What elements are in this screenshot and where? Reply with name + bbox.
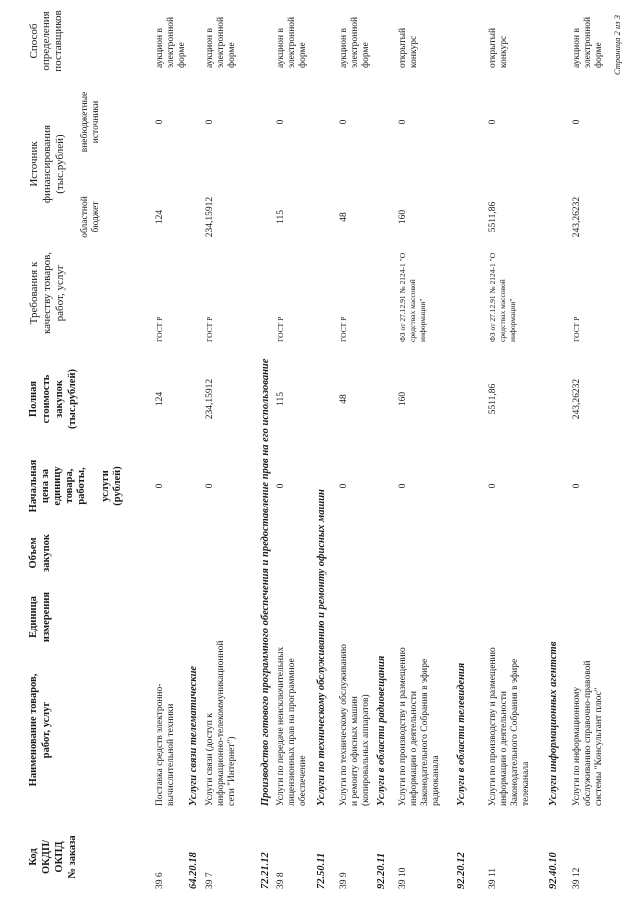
section-title: Услуги в области телевидения <box>456 662 467 806</box>
row-method-line: аукцион в <box>572 28 582 68</box>
row-method-line: аукцион в <box>276 28 286 68</box>
row-name-line: информации о деятельности <box>499 691 509 806</box>
row-name <box>276 647 309 806</box>
header-code-line: ОКПД <box>54 841 65 873</box>
header-source-regional-line: бюджет <box>91 201 101 233</box>
row-method <box>488 28 510 68</box>
header-full-cost-line: закупок <box>54 380 65 418</box>
row-name <box>339 644 372 806</box>
row-code: 39 8 <box>276 872 286 889</box>
row-full-cost: 124 <box>155 391 165 407</box>
header-code-line: Код <box>28 848 39 866</box>
row-name-line: Поставка средств электронно- <box>155 683 165 806</box>
row-name-line: информационно-телекоммуникационной <box>216 640 226 806</box>
row-extra: 0 <box>155 119 165 125</box>
row-name <box>398 647 442 806</box>
header-full-cost-line: стоимость <box>41 374 52 424</box>
row-method <box>398 28 420 68</box>
row-name-line: Услуги по производству и размещению <box>398 647 408 806</box>
header-start-price-line: товара, <box>64 468 75 504</box>
row-start-price: 0 <box>276 483 286 489</box>
header-start-price-line <box>88 460 100 513</box>
header-start-price-line: (рублей) <box>112 466 123 506</box>
header-full-cost-line: (тыс.рублей) <box>67 368 78 430</box>
row-requirements-line: ГОСТ Р <box>339 316 348 342</box>
header-full-cost <box>28 369 80 429</box>
header-method <box>28 10 64 71</box>
row-start-price: 0 <box>205 483 215 489</box>
row-name-line: Услуги по информационному <box>572 686 582 806</box>
header-unit-line: измерения <box>41 591 52 643</box>
row-extra: 0 <box>488 119 498 125</box>
row-name <box>572 661 605 806</box>
header-source-regional-line: областной <box>80 196 90 238</box>
row-regional: 234,15912 <box>205 196 215 238</box>
row-name-line: обслуживанию справочно-правовой <box>583 660 593 806</box>
header-method-line: определения <box>40 11 52 71</box>
row-name-line: Услуги по передаче неисключительных <box>276 646 286 806</box>
row-code: 39 10 <box>398 867 408 889</box>
row-name-line: лицензионных прав на программное <box>287 658 297 806</box>
row-requirements-line: ГОСТ Р <box>276 316 285 342</box>
header-requirements-line: работ, услуг <box>54 264 66 322</box>
row-regional: 48 <box>339 212 349 222</box>
header-method-line: Способ <box>28 23 40 59</box>
row-name-line: Законодательного Собрания в эфире <box>420 658 430 806</box>
header-requirements-line: качеству товаров, <box>41 251 53 335</box>
row-code: 39 6 <box>155 872 165 889</box>
section-code: 92.40.10 <box>548 852 559 889</box>
row-requirements <box>155 317 165 342</box>
header-source-line: финансирования <box>41 124 53 204</box>
header-code-line: № заказа <box>67 835 78 879</box>
row-requirements <box>488 253 518 342</box>
row-name-line: Услуги по производству и размещению <box>488 647 498 806</box>
row-requirements-line: ФЗ от 27.12.91 № 2124-1 "О <box>398 252 407 342</box>
row-regional: 160 <box>398 209 408 225</box>
row-requirements-line: информации" <box>418 298 427 342</box>
header-start-price <box>28 460 124 513</box>
row-method-line: электронной <box>166 16 176 68</box>
section-title: Услуги информационных агентств <box>548 641 559 806</box>
row-name-line: сети "Интернет") <box>227 736 237 806</box>
row-name-line: телеканала <box>521 761 531 806</box>
row-regional: 124 <box>155 209 165 225</box>
header-name <box>28 674 54 787</box>
section-title: Услуги в области радиовещания <box>376 655 387 806</box>
row-requirements-line: ГОСТ Р <box>205 316 214 342</box>
row-full-cost: 5511,86 <box>488 383 498 415</box>
section-code: 72.50.11 <box>316 852 327 889</box>
row-method <box>572 17 605 68</box>
row-method-line: электронной <box>216 16 226 68</box>
section-code: 64.20.18 <box>188 852 199 889</box>
row-requirements <box>398 253 428 342</box>
row-method-line: электронной <box>287 16 297 68</box>
section-title: Услуги связи телематические <box>188 665 199 806</box>
row-method-line: форме <box>227 42 237 68</box>
row-start-price: 0 <box>488 483 498 489</box>
header-requirements <box>28 252 67 334</box>
header-unit-line: Единица <box>28 596 39 638</box>
row-method <box>276 17 309 68</box>
header-unit <box>28 592 54 642</box>
row-regional: 5511,86 <box>488 201 498 233</box>
row-regional: 115 <box>276 210 286 224</box>
row-full-cost: 48 <box>339 394 349 404</box>
header-volume <box>28 534 54 572</box>
header-start-price-line: единицу <box>52 466 63 506</box>
row-name-line: (копировальных аппаратов) <box>361 694 371 806</box>
row-name-line: радиоканала <box>431 755 441 806</box>
row-name <box>155 684 177 806</box>
row-name-line: обеспечение <box>298 755 308 806</box>
header-requirements-line: Требования к <box>28 261 40 325</box>
row-start-price: 0 <box>155 483 165 489</box>
row-method-line: электронной <box>583 16 593 68</box>
header-start-price-line: работы, <box>76 467 87 505</box>
row-extra: 0 <box>398 119 408 125</box>
row-full-cost: 234,15912 <box>205 378 215 420</box>
row-name <box>488 647 532 806</box>
row-method-line: открытый <box>398 27 408 68</box>
section-title: Услуги по техническому обслуживанию и ремонту офисных машин <box>316 489 327 806</box>
row-full-cost: 243,26232 <box>572 378 582 420</box>
header-code-line: ОКДП/ <box>41 839 52 875</box>
section-title: Производство готового программного обеспечения и предоставление прав на его использование <box>260 358 271 806</box>
row-method-line: открытый <box>488 27 498 68</box>
row-requirements-line: ГОСТ Р <box>572 316 581 342</box>
header-start-price-line: Начальная <box>28 459 39 513</box>
row-method-line: форме <box>177 42 187 68</box>
header-source-extra-line: источники <box>91 100 101 144</box>
row-code: 39 12 <box>572 867 582 889</box>
row-method <box>155 17 188 68</box>
row-start-price: 0 <box>398 483 408 489</box>
header-source-extra-line: внебюджетные <box>80 91 90 153</box>
row-method-line: конкурс <box>409 35 419 68</box>
row-requirements-line: средствах массовой <box>408 279 417 342</box>
header-source-regional <box>80 196 102 238</box>
row-requirements <box>572 317 582 342</box>
header-source-line: Источник <box>28 141 40 187</box>
row-requirements-line: ФЗ от 27.12.91 № 2124-1 "О <box>488 252 497 342</box>
section-code: 92.20.12 <box>456 852 467 889</box>
header-source-extra <box>80 92 102 153</box>
row-start-price: 0 <box>339 483 349 489</box>
header-name-line: Наименование товаров, <box>28 673 39 787</box>
row-name-line: Законодательного Собрания в эфире <box>510 658 520 806</box>
row-extra: 0 <box>205 119 215 125</box>
row-extra: 0 <box>276 119 286 125</box>
row-requirements-line: средствах массовой <box>498 279 507 342</box>
row-full-cost: 115 <box>276 392 286 406</box>
header-source <box>28 125 67 203</box>
row-name-line: вычислительной техники <box>166 703 176 806</box>
row-method-line: аукцион в <box>339 28 349 68</box>
row-start-price: 0 <box>572 483 582 489</box>
row-requirements-line: ГОСТ Р <box>155 316 164 342</box>
header-volume-line: закупок <box>41 534 52 572</box>
row-extra: 0 <box>339 119 349 125</box>
header-volume-line: Объем <box>28 537 39 569</box>
row-regional: 243,26232 <box>572 196 582 238</box>
row-full-cost: 160 <box>398 391 408 407</box>
row-code: 39 11 <box>488 867 498 889</box>
row-name-line: информации о деятельности <box>409 691 419 806</box>
page-footer: Страница 2 из 3 <box>612 15 622 75</box>
row-code: 39 7 <box>205 872 215 889</box>
row-method-line: аукцион в <box>205 28 215 68</box>
row-requirements <box>339 317 349 342</box>
header-source-line: (тыс.рублей) <box>54 134 66 194</box>
row-method-line: аукцион в <box>155 28 165 68</box>
header-method-line: поставщиков <box>52 10 64 72</box>
header-full-cost-line: Полная <box>28 380 39 418</box>
row-name-line: системы "Консультант плюс" <box>594 687 604 806</box>
row-requirements <box>205 317 215 342</box>
header-start-price-line: услуги <box>100 470 111 502</box>
header-start-price-line: цена за <box>40 468 51 504</box>
row-requirements <box>276 317 286 342</box>
row-method-line: форме <box>594 42 604 68</box>
row-method <box>339 17 372 68</box>
section-code: 92.20.11 <box>376 852 387 889</box>
row-name-line: Услуги связи (доступ к <box>205 713 215 806</box>
row-requirements-line: информации" <box>508 298 517 342</box>
row-name-line: Услуги по техническому обслуживанию <box>339 644 349 806</box>
row-method-line: конкурс <box>499 35 509 68</box>
row-extra: 0 <box>572 119 582 125</box>
header-name-line: работ, услуг <box>41 701 52 759</box>
row-method-line: форме <box>361 42 371 68</box>
section-code: 72.21.12 <box>260 852 271 889</box>
row-method <box>205 17 238 68</box>
row-method-line: электронной <box>350 16 360 68</box>
header-code <box>28 835 80 878</box>
row-method-line: форме <box>298 42 308 68</box>
row-name-line: и ремонту офисных машин <box>350 696 360 806</box>
row-name <box>205 641 238 806</box>
row-code: 39 9 <box>339 872 349 889</box>
